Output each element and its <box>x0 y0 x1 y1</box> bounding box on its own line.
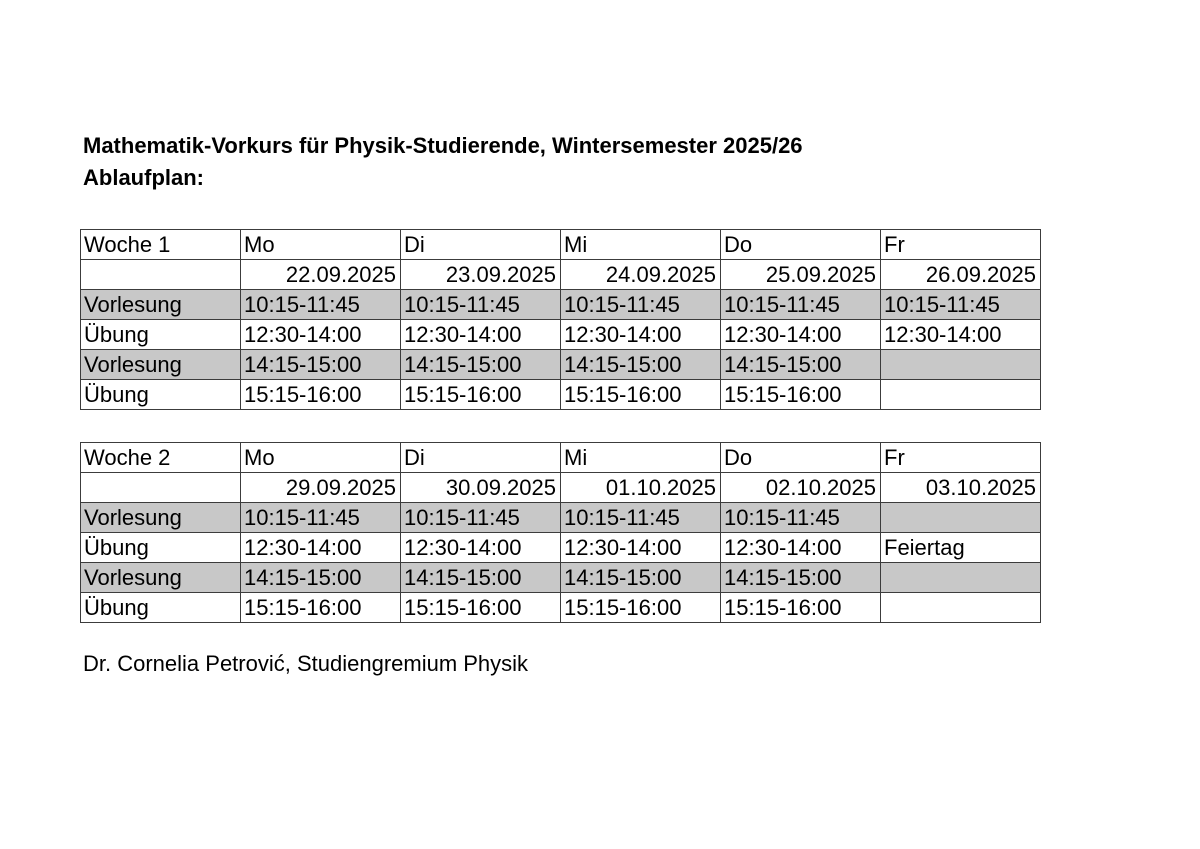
author-line: Dr. Cornelia Petrović, Studiengremium Physik <box>83 651 529 676</box>
day-header-cell: Di <box>401 230 561 260</box>
row-label-cell: Vorlesung <box>81 290 241 320</box>
time-cell: 12:30-14:00 <box>721 533 881 563</box>
time-cell: 15:15-16:00 <box>401 380 561 410</box>
empty-cell <box>81 473 241 503</box>
session-row <box>81 503 1041 533</box>
week-label-cell: Woche 1 <box>81 230 241 260</box>
header-row <box>81 443 1041 473</box>
session-row <box>81 533 1041 563</box>
date-cell: 01.10.2025 <box>561 473 721 503</box>
time-cell: 15:15-16:00 <box>241 380 401 410</box>
session-row <box>81 320 1041 350</box>
time-cell: 14:15-15:00 <box>721 350 881 380</box>
time-cell: 10:15-11:45 <box>561 290 721 320</box>
document-title <box>83 130 1200 194</box>
header-row <box>81 230 1041 260</box>
date-cell: 03.10.2025 <box>881 473 1041 503</box>
time-cell: 15:15-16:00 <box>401 593 561 623</box>
time-cell: 15:15-16:00 <box>721 593 881 623</box>
schedule-table-week-2 <box>80 442 1041 623</box>
time-cell: 10:15-11:45 <box>881 290 1041 320</box>
day-header-cell: Di <box>401 443 561 473</box>
date-cell: 26.09.2025 <box>881 260 1041 290</box>
day-header-cell: Do <box>721 230 881 260</box>
time-cell <box>881 350 1041 380</box>
day-header-cell: Mi <box>561 443 721 473</box>
date-cell: 25.09.2025 <box>721 260 881 290</box>
schedule-table-week-1 <box>80 229 1041 410</box>
row-label-cell: Vorlesung <box>81 503 241 533</box>
session-row <box>81 563 1041 593</box>
time-cell: 14:15-15:00 <box>561 350 721 380</box>
row-label-cell: Vorlesung <box>81 563 241 593</box>
session-row <box>81 593 1041 623</box>
time-cell: 10:15-11:45 <box>721 290 881 320</box>
time-cell: 15:15-16:00 <box>721 380 881 410</box>
date-cell: 23.09.2025 <box>401 260 561 290</box>
time-cell <box>881 593 1041 623</box>
title-line-1: Mathematik-Vorkurs für Physik-Studierende, Wintersemester 2025/26 <box>83 133 803 158</box>
time-cell: 14:15-15:00 <box>241 563 401 593</box>
time-cell: 12:30-14:00 <box>561 533 721 563</box>
time-cell: 15:15-16:00 <box>561 380 721 410</box>
day-header-cell: Mo <box>241 230 401 260</box>
date-cell: 02.10.2025 <box>721 473 881 503</box>
empty-cell <box>81 260 241 290</box>
date-row <box>81 473 1041 503</box>
time-cell: Feiertag <box>881 533 1041 563</box>
time-cell: 15:15-16:00 <box>241 593 401 623</box>
day-header-cell: Fr <box>881 443 1041 473</box>
time-cell <box>881 380 1041 410</box>
time-cell <box>881 503 1041 533</box>
row-label-cell: Übung <box>81 320 241 350</box>
time-cell: 10:15-11:45 <box>241 503 401 533</box>
day-header-cell: Mi <box>561 230 721 260</box>
time-cell: 12:30-14:00 <box>881 320 1041 350</box>
schedule-tables <box>80 229 1200 623</box>
document-page <box>0 130 1200 849</box>
time-cell: 12:30-14:00 <box>241 533 401 563</box>
date-cell: 22.09.2025 <box>241 260 401 290</box>
row-label-cell: Übung <box>81 533 241 563</box>
row-label-cell: Vorlesung <box>81 350 241 380</box>
time-cell: 10:15-11:45 <box>241 290 401 320</box>
time-cell: 10:15-11:45 <box>401 290 561 320</box>
time-cell <box>881 563 1041 593</box>
week-label-cell: Woche 2 <box>81 443 241 473</box>
time-cell: 12:30-14:00 <box>561 320 721 350</box>
day-header-cell: Mo <box>241 443 401 473</box>
date-row <box>81 260 1041 290</box>
time-cell: 10:15-11:45 <box>561 503 721 533</box>
row-label-cell: Übung <box>81 593 241 623</box>
session-row <box>81 380 1041 410</box>
date-cell: 29.09.2025 <box>241 473 401 503</box>
session-row <box>81 290 1041 320</box>
time-cell: 12:30-14:00 <box>401 533 561 563</box>
time-cell: 10:15-11:45 <box>401 503 561 533</box>
day-header-cell: Do <box>721 443 881 473</box>
time-cell: 14:15-15:00 <box>401 350 561 380</box>
date-cell: 30.09.2025 <box>401 473 561 503</box>
time-cell: 10:15-11:45 <box>721 503 881 533</box>
time-cell: 14:15-15:00 <box>721 563 881 593</box>
time-cell: 14:15-15:00 <box>241 350 401 380</box>
time-cell: 14:15-15:00 <box>561 563 721 593</box>
title-line-2: Ablaufplan: <box>83 165 204 190</box>
time-cell: 12:30-14:00 <box>241 320 401 350</box>
date-cell: 24.09.2025 <box>561 260 721 290</box>
row-label-cell: Übung <box>81 380 241 410</box>
session-row <box>81 350 1041 380</box>
time-cell: 12:30-14:00 <box>721 320 881 350</box>
time-cell: 15:15-16:00 <box>561 593 721 623</box>
time-cell: 14:15-15:00 <box>401 563 561 593</box>
time-cell: 12:30-14:00 <box>401 320 561 350</box>
day-header-cell: Fr <box>881 230 1041 260</box>
